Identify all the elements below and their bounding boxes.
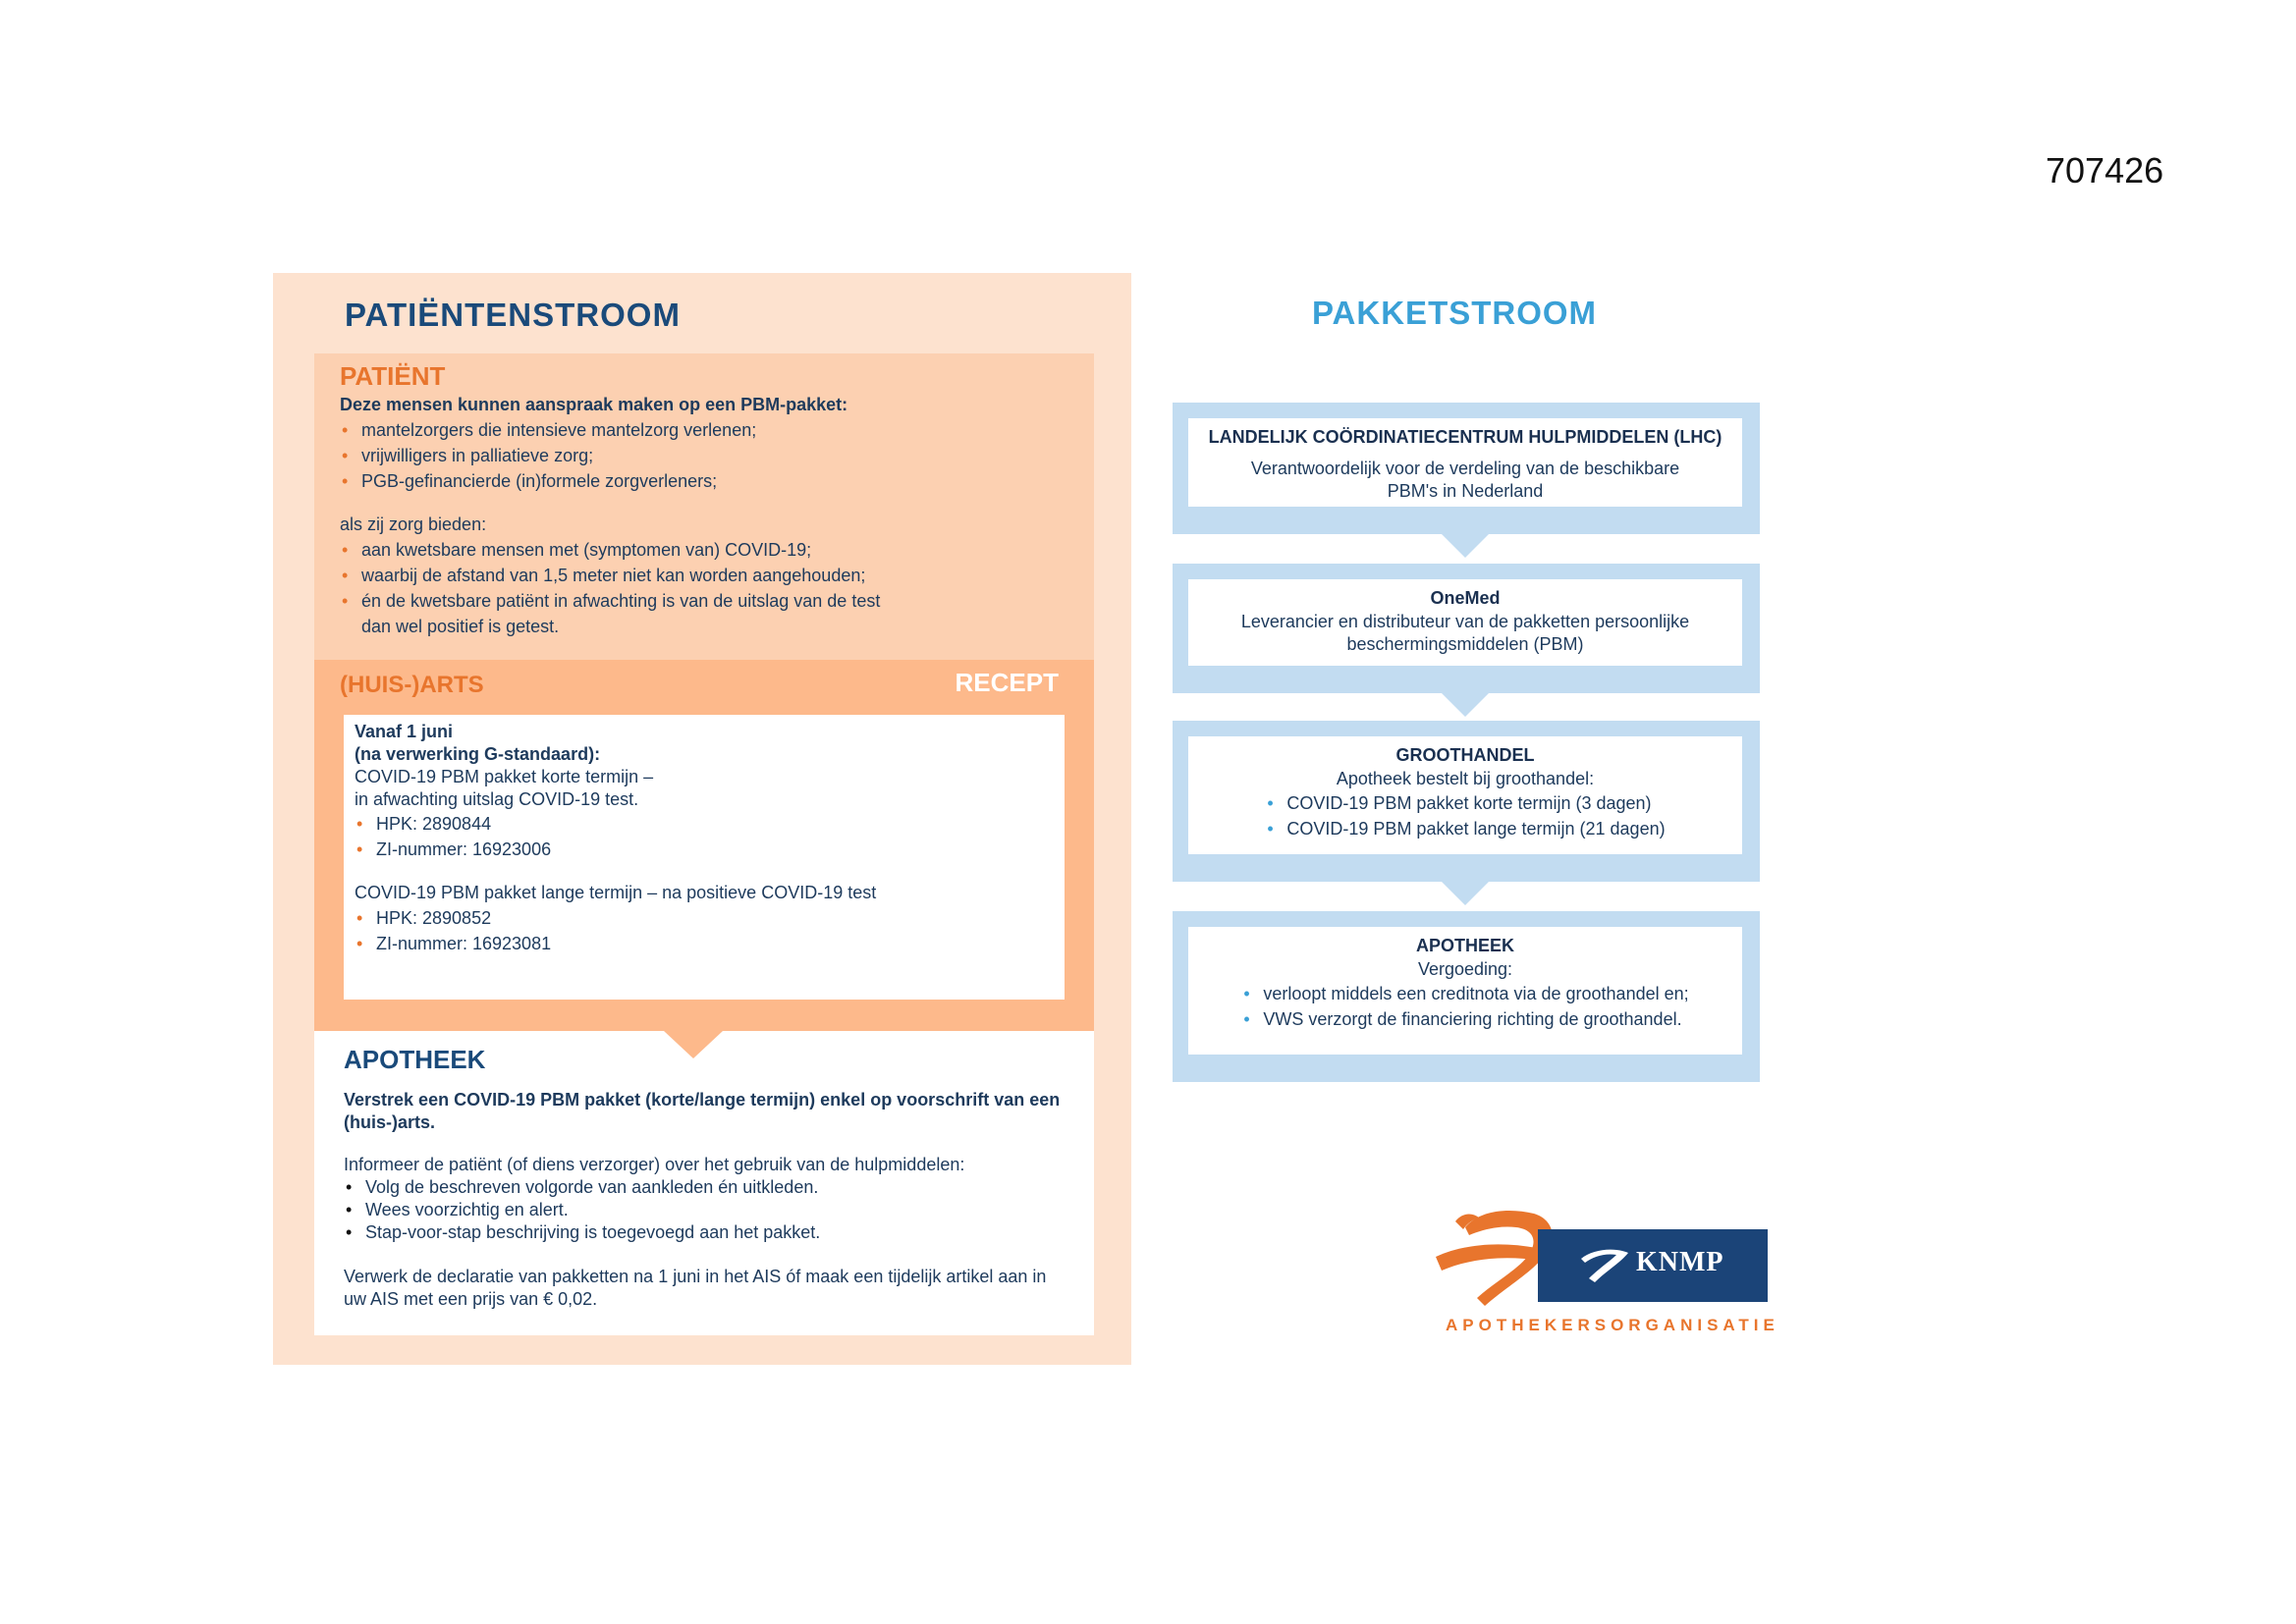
arts-from-note: (na verwerking G-standaard): (355, 744, 601, 764)
arts-short-line1: COVID-19 PBM pakket korte termijn – (355, 767, 654, 786)
apotheek-section (314, 1031, 1094, 1335)
list-item: • HPK: 2890852 (355, 905, 1054, 931)
arts-short-codes (355, 811, 1054, 862)
arts-long-line: COVID-19 PBM pakket lange termijn – na positieve COVID-19 test (355, 883, 877, 902)
groothandel-card (1188, 736, 1742, 854)
list-item: • ZI-nummer: 16923081 (355, 931, 1054, 956)
document-id: 707426 (2046, 150, 2164, 190)
groothandel-title: GROOTHANDEL (1395, 745, 1535, 765)
list-item: • én de kwetsbare patiënt in afwachting is van de uitslag van de test (340, 588, 1068, 614)
list-item: • verloopt middels een creditnota via de groothandel en; (1241, 981, 1688, 1006)
arts-short-line2: in afwachting uitslag COVID-19 test. (355, 789, 639, 809)
flow-arrow (1442, 882, 1489, 905)
onemed-box (1173, 564, 1760, 693)
recept-label: RECEPT (955, 668, 1059, 697)
onemed-line2: beschermingsmiddelen (PBM) (1346, 634, 1584, 654)
flow-arrow (1442, 534, 1489, 558)
apotheek-flow-title: APOTHEEK (1415, 936, 1514, 955)
knmp-logo (1426, 1200, 1781, 1337)
patient-section (314, 353, 1094, 660)
patient-condition-intro: als zij zorg bieden: (340, 514, 487, 534)
pakketstroom-title: PAKKETSTROOM (1312, 295, 1598, 331)
list-item: • PGB-gefinancierde (in)formele zorgverleners; (340, 468, 1068, 494)
patient-title: PATIËNT (340, 361, 446, 391)
list-item: • mantelzorgers die intensieve mantelzorg verlenen; (340, 417, 1068, 443)
apotheek-flow-card (1188, 927, 1742, 1055)
arts-prescription-card (344, 715, 1065, 1000)
lhc-title: LANDELIJK COÖRDINATIECENTRUM HULPMIDDELEN (LHC) (1208, 427, 1722, 447)
apotheek-flow-box (1173, 911, 1760, 1082)
list-item: • VWS verzorgt de financiering richting de groothandel. (1241, 1006, 1688, 1032)
patientenstroom-panel (273, 273, 1131, 1365)
apotheek-lead: Verstrek een COVID-19 PBM pakket (korte/lange termijn) enkel op voorschrift van een (huis-)arts. (344, 1090, 1061, 1132)
list-item: • Wees voorzichtig en alert. (344, 1199, 1065, 1221)
arts-section (314, 660, 1094, 1031)
arts-title: (HUIS-)ARTS (340, 672, 484, 698)
apotheek-declaratie: Verwerk de declaratie van pakketten na 1 juni in het AIS óf maak een tijdelijk artikel aan in uw AIS met een prijs van € 0,02. (344, 1267, 1047, 1309)
groothandel-box (1173, 721, 1760, 882)
patientenstroom-title: PATIËNTENSTROOM (345, 297, 681, 333)
apotheek-inform-list (344, 1176, 1065, 1244)
lhc-line2: PBM's in Nederland (1387, 481, 1544, 501)
apotheek-inform-intro: Informeer de patiënt (of diens verzorger) over het gebruik van de hulpmiddelen: (344, 1155, 965, 1174)
patient-intro: Deze mensen kunnen aanspraak maken op een PBM-pakket: (340, 395, 848, 414)
groothandel-list (1265, 790, 1665, 841)
onemed-title: OneMed (1430, 588, 1501, 608)
list-item: • ZI-nummer: 16923006 (355, 837, 1054, 862)
patient-condition-list (340, 537, 1068, 614)
arts-to-apotheek-arrow (664, 1031, 723, 1058)
knmp-brand-block (1538, 1229, 1768, 1302)
flow-arrow (1442, 693, 1489, 717)
arts-from-date: Vanaf 1 juni (355, 722, 454, 741)
list-item: • aan kwetsbare mensen met (symptomen van) COVID-19; (340, 537, 1068, 563)
patient-condition-tail: dan wel positief is getest. (361, 617, 560, 636)
list-item: • waarbij de afstand van 1,5 meter niet kan worden aangehouden; (340, 563, 1068, 588)
list-item: • HPK: 2890844 (355, 811, 1054, 837)
knmp-org-text: APOTHEKERSORGANISATIE (1446, 1316, 1779, 1334)
list-item: • COVID-19 PBM pakket korte termijn (3 dagen) (1265, 790, 1665, 816)
apotheek-title: APOTHEEK (344, 1045, 486, 1074)
list-item: • Volg de beschreven volgorde van aankleden én uitkleden. (344, 1176, 1065, 1199)
apotheek-flow-list (1241, 981, 1688, 1032)
arts-long-codes (355, 905, 1054, 956)
knmp-brand-text: KNMP (1636, 1247, 1724, 1277)
list-item: • COVID-19 PBM pakket lange termijn (21 dagen) (1265, 816, 1665, 841)
lhc-card (1188, 418, 1742, 507)
apotheek-flow-line1: Vergoeding: (1417, 959, 1513, 979)
onemed-line1: Leverancier en distributeur van de pakketten persoonlijke (1240, 612, 1690, 631)
lhc-line1: Verantwoordelijk voor de verdeling van de beschikbare (1250, 459, 1680, 478)
lhc-box (1173, 403, 1760, 534)
patient-group-list (340, 417, 1068, 494)
list-item: • Stap-voor-stap beschrijving is toegevoegd aan het pakket. (344, 1221, 1065, 1244)
groothandel-line1: Apotheek bestelt bij groothandel: (1336, 769, 1595, 788)
list-item: • vrijwilligers in palliatieve zorg; (340, 443, 1068, 468)
onemed-card (1188, 579, 1742, 666)
knmp-mark-icon (1577, 1245, 1636, 1284)
